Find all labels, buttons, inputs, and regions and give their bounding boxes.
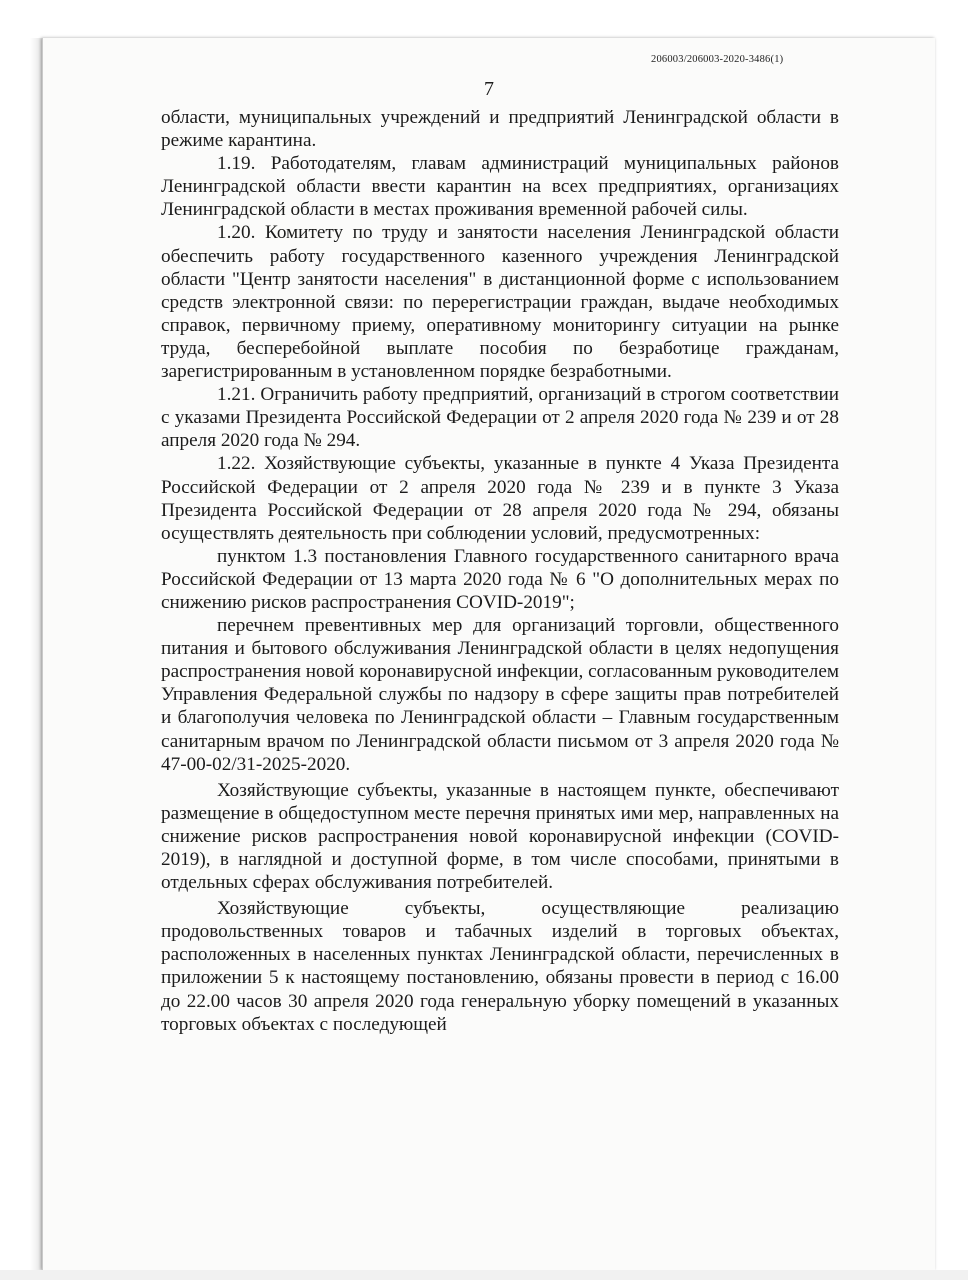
document-page[interactable] — [42, 38, 935, 1270]
document-text-body — [161, 106, 839, 1036]
paragraph-1-20: 1.20. Комитету по труду и занятости населения Ленинградской области обеспечить работу государственного казенного учреждения Ленинградской области "Центр занятости населения" в дистанционной форме с использованием средств электронной связи: по перерегистрации граждан, выдаче необходимых справок, первичному приему, оперативному мониторингу ситуации на рынке труда, бесперебойной выплате пособия по безработице гражданам, зарегистрированным в установленном порядке безработными. — [161, 222, 839, 383]
paragraph-item-rospotrebnadzor-decree: пунктом 1.3 постановления Главного государственного санитарного врача Российской Федерации от 13 марта 2020 года № 6 "О дополнительных мерах по снижению рисков распространения COVID-2019"; — [161, 545, 839, 613]
paragraph-item-preventive-measures: перечнем превентивных мер для организаций торговли, общественного питания и бытового обслуживания Ленинградской области в целях недопущения распространения новой коронавирусной инфекции, согласованным руководителем Управления Федеральной службы по надзору в сфере защиты прав потребителей и благополучия человека по Ленинградской области – Главным государственным санитарным врачом по Ленинградской области письмом от 3 апреля 2020 года № 47-00-02/31-2025-2020. — [161, 615, 839, 775]
page-number: 7 — [484, 78, 494, 100]
paragraph-1-19: 1.19. Работодателям, главам администраций муниципальных районов Ленинградской области ввести карантин на всех предприятиях, организациях Ленинградской области в местах проживания временной рабочей силы. — [161, 153, 839, 221]
viewer-bottom-band — [0, 1270, 968, 1280]
viewer-top-band — [0, 0, 968, 36]
paragraph-continued: области, муниципальных учреждений и предприятий Ленинградской области в режиме карантина. — [161, 107, 839, 152]
paragraph-general-cleaning: Хозяйствующие субъекты, осуществляющие реализацию продовольственных товаров и табачных изделий в торговых объектах, расположенных в населенных пунктах Ленинградской области, перечисленных в приложении 5 к настоящему постановлению, обязаны провести в период с 16.00 до 22.00 часов 30 апреля 2020 года генеральную уборку помещений в указанных торговых объектах с последующей — [161, 898, 839, 1035]
page-edge-shadow — [30, 38, 42, 1270]
paragraph-information-placement: Хозяйствующие субъекты, указанные в настоящем пункте, обеспечивают размещение в общедоступном месте перечня принятых ими мер, направленных на снижение рисков распространения новой коронавирусной инфекции (COVID-2019), в наглядной и доступной форме, в том числе способами, принятыми в отдельных сферах обслуживания потребителей. — [161, 779, 839, 894]
paragraph-1-22: 1.22. Хозяйствующие субъекты, указанные в пункте 4 Указа Президента Российской Федерации от 2 апреля 2020 года № 239 и в пункте 3 Указа Президента Российской Федерации от 28 апреля 2020 года № 294, обязаны осуществлять деятельность при соблюдении условий, предусмотренных: — [161, 453, 839, 544]
paragraph-1-21: 1.21. Ограничить работу предприятий, организаций в строгом соответствии с указами Президента Российской Федерации от 2 апреля 2020 года № 239 и от 28 апреля 2020 года № 294. — [161, 384, 839, 452]
document-id: 206003/206003-2020-3486(1) — [651, 54, 784, 65]
